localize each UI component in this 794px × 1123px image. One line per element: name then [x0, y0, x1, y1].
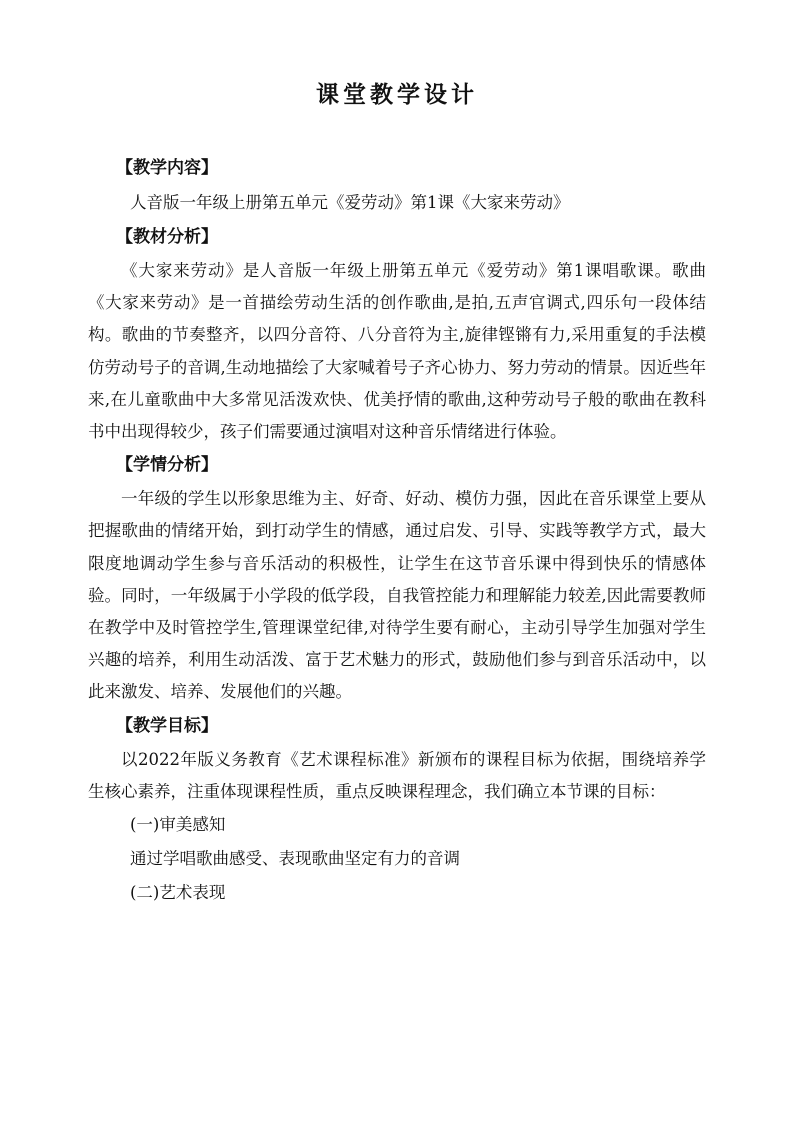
page-title: 课堂教学设计: [316, 81, 478, 108]
goal-item-1: (一)审美感知: [130, 815, 226, 835]
students-paragraph: 一年级的学生以形象思维为主、好奇、好动、模仿力强，因此在音乐课堂上要从把握歌曲的情绪开始，到打动学生的情感，通过启发、引导、实践等教学方式，最大限度地调动学生参与音乐活动的积极性，让学生在这节音乐课中得到快乐的情感体验。同时，一年级属于小学段的低学段，自我管控能力和理解能力较差,因此需要教师在教学中及时管控学生,管理课堂纪律,对待学生要有耐心，主动引导学生加强对学生兴趣的培养，利用生动活泼、富于艺术魅力的形式，鼓励他们参与到音乐活动中，以此来激发、培养、发展他们的兴趣。: [88, 489, 706, 702]
goals-paragraph: 以2022年版义务教育《艺术课程标准》新颁布的课程目标为依据，围绕培养学生核心素养，注重体现课程性质，重点反映课程理念，我们确立本节课的目标：: [88, 749, 706, 801]
content-text: 人音版一年级上册第五单元《爱劳动》第1课《大家来劳动》: [130, 193, 570, 212]
material-paragraph: 《大家来劳动》是人音版一年级上册第五单元《爱劳动》第1课唱歌课。歌曲《大家来劳动》是一首描绘劳动生活的创作歌曲,是拍,五声官调式,四乐句一段体结构。歌曲的节奏整齐，以四分音符、八分音符为主,旋律铿锵有力,采用重复的手法模仿劳动号子的音调,生动地描绘了大家喊着号子齐心协力、努力劳动的情景。因近些年来,在儿童歌曲中大多常见活泼欢快、优美抒情的歌曲,这种劳动号子般的歌曲在教科书中出现得较少，孩子们需要通过演唱对这种音乐情绪进行体验。: [88, 261, 706, 442]
goal-item-1-text: 通过学唱歌曲感受、表现歌曲坚定有力的音调: [130, 849, 460, 869]
goal-item-2: (二)艺术表现: [130, 883, 226, 903]
section-heading-students: 【学情分析】: [116, 455, 218, 476]
section-heading-content: 【教学内容】: [116, 158, 218, 178]
section-heading-goals: 【教学目标】: [116, 715, 218, 736]
section-heading-material: 【教材分析】: [116, 227, 218, 247]
